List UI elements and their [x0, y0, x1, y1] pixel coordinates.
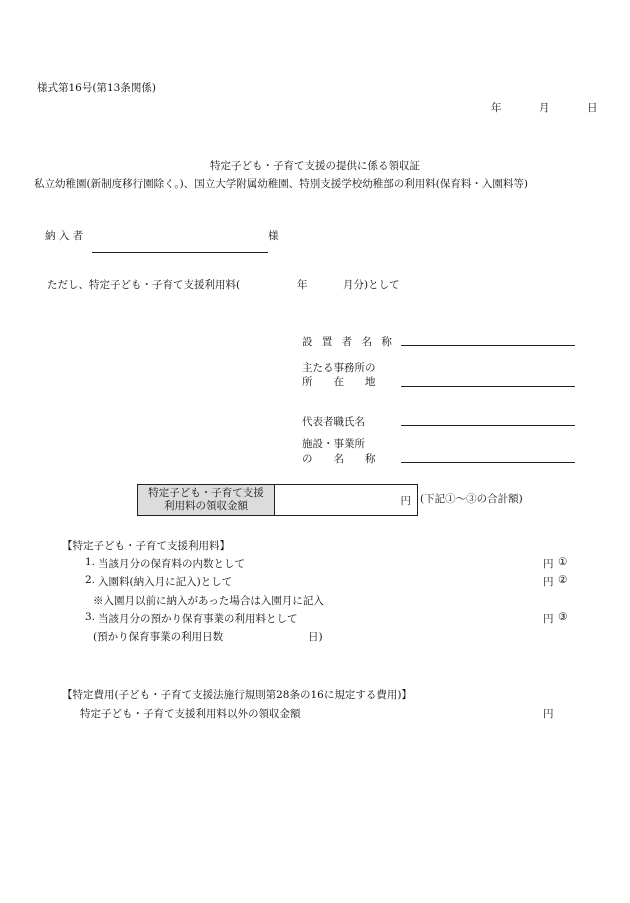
date-day-label: 日	[587, 102, 598, 114]
item3-text: 当該月分の預かり保育事業の利用料として	[98, 613, 298, 625]
representative-label: 代表者職氏名	[302, 416, 365, 428]
office-label-line2: 所 在 地	[302, 376, 376, 388]
item1-mark: ①	[558, 556, 568, 568]
amount-label-cell	[138, 485, 275, 516]
payer-label: 納 入 者	[45, 230, 84, 242]
provided-for-month: 月分)として	[343, 279, 400, 291]
section2-unit: 円	[543, 708, 554, 720]
amount-box	[137, 484, 418, 516]
section2-text: 特定子ども・子育て支援利用料以外の領収金額	[80, 708, 301, 720]
form-id: 様式第16号(第13条関係)	[37, 82, 156, 94]
provided-for-year: 年	[297, 279, 308, 291]
item1-text: 当該月分の保育料の内数として	[98, 558, 245, 570]
amount-note: (下記①～③の合計額)	[420, 493, 523, 505]
amount-label-line1: 特定子ども・子育て支援	[148, 487, 264, 499]
item3-sub-prefix: (預かり保育事業の利用日数	[93, 631, 224, 643]
amount-label-line2: 利用料の領収金額	[164, 500, 248, 512]
facility-label-line1: 施設・事業所	[302, 438, 365, 450]
item3-sub-suffix: 日)	[308, 631, 323, 643]
item3-unit: 円	[543, 613, 554, 625]
item1-num: 1.	[85, 556, 96, 568]
item2-unit: 円	[543, 576, 554, 588]
provided-for-prefix: ただし、特定子ども・子育て支援利用料(	[47, 279, 241, 291]
facility-name-line[interactable]	[401, 462, 575, 463]
date-year-label: 年	[491, 102, 502, 114]
founder-name-label: 設 置 者 名 称	[302, 336, 395, 348]
item1-unit: 円	[543, 558, 554, 570]
payer-name-line[interactable]	[92, 252, 268, 253]
founder-name-line[interactable]	[401, 345, 575, 346]
office-label-line1: 主たる事務所の	[302, 362, 376, 374]
item2-text: 入園料(納入月に記入)として	[98, 576, 233, 588]
item2-note: ※入園月以前に納入があった場合は入園月に記入	[93, 595, 324, 607]
payer-suffix: 様	[268, 230, 279, 242]
item3-mark: ③	[558, 611, 568, 623]
office-address-line[interactable]	[401, 386, 575, 387]
item2-mark: ②	[558, 574, 568, 586]
facility-label-line2: の 名 称	[302, 453, 376, 465]
section2-heading: 【特定費用(子ども・子育て支援法施行規則第28条の16に規定する費用)】	[62, 689, 412, 701]
amount-unit: 円	[400, 494, 411, 507]
document-subtitle: 私立幼稚園(新制度移行園除く。)、国立大学附属幼稚園、特別支援学校幼稚部の利用料(保育料・入園料等)	[34, 178, 528, 190]
item2-num: 2.	[85, 574, 96, 586]
representative-line[interactable]	[401, 425, 575, 426]
amount-value-cell[interactable]	[275, 485, 418, 516]
date-month-label: 月	[539, 102, 550, 114]
document-title: 特定子ども・子育て支援の提供に係る領収証	[210, 160, 420, 172]
section1-heading: 【特定子ども・子育て支援利用料】	[62, 540, 230, 552]
item3-num: 3.	[85, 611, 96, 623]
